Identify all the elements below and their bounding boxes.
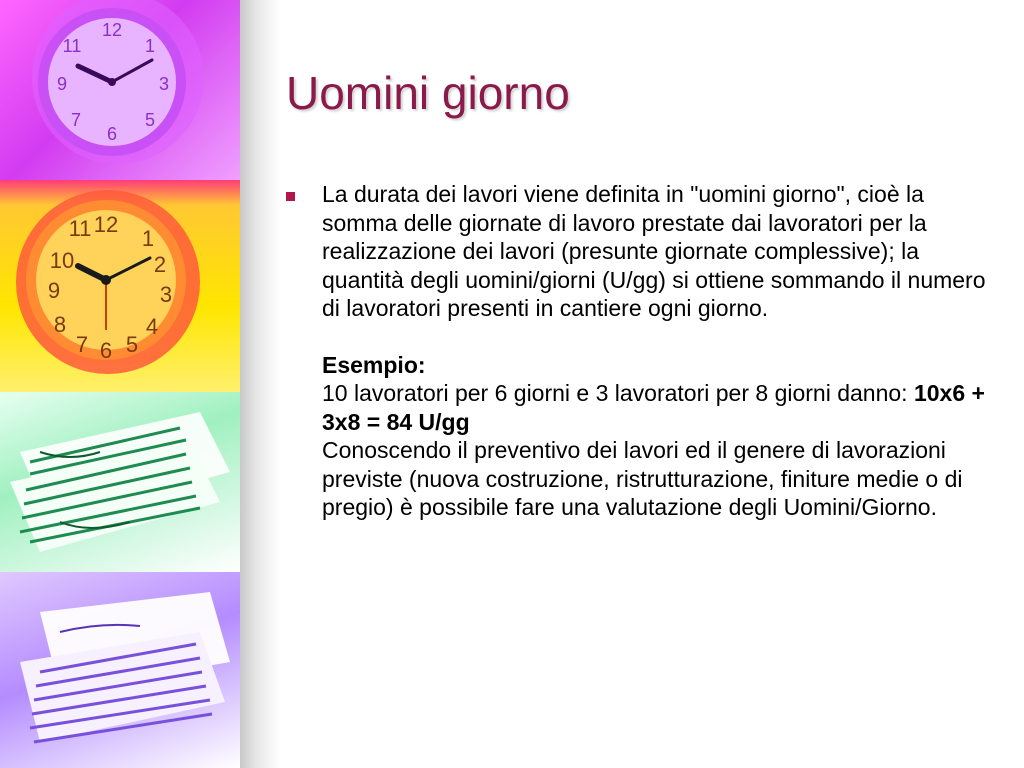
svg-text:1: 1 bbox=[141, 226, 155, 251]
svg-text:5: 5 bbox=[125, 332, 139, 357]
conclusion-paragraph: Conoscendo il preventivo dei lavori ed il genere di lavorazioni previste (nuova costruzione, ristrutturazione, finiture medie o di pregio) è possibile fare una valutazione degli Uomini/Giorno. bbox=[322, 437, 963, 520]
slide-title: Uomini giorno bbox=[286, 67, 570, 119]
paragraph-gap bbox=[322, 323, 986, 351]
svg-text:10: 10 bbox=[49, 248, 75, 273]
example-result: 10x6 + 3x8 = 84 U/gg bbox=[322, 380, 985, 435]
svg-text:7: 7 bbox=[75, 332, 89, 357]
svg-text:9: 9 bbox=[56, 74, 68, 94]
slide-body bbox=[286, 180, 986, 522]
svg-text:1: 1 bbox=[144, 36, 156, 56]
bullet-square-icon bbox=[286, 192, 295, 201]
violet-books-image bbox=[0, 572, 240, 768]
svg-text:11: 11 bbox=[62, 36, 82, 56]
svg-text:5: 5 bbox=[144, 110, 156, 130]
svg-text:11: 11 bbox=[68, 216, 92, 241]
side-strip-shadow bbox=[240, 0, 280, 768]
decorative-side-strip bbox=[0, 0, 240, 768]
purple-clock-image bbox=[0, 0, 240, 180]
example-label: Esempio: bbox=[322, 351, 426, 378]
svg-text:2: 2 bbox=[153, 252, 167, 277]
svg-text:7: 7 bbox=[70, 110, 82, 130]
svg-text:6: 6 bbox=[106, 124, 118, 144]
green-books-image bbox=[0, 392, 240, 572]
svg-text:12: 12 bbox=[93, 212, 119, 237]
example-text: 10 lavoratori per 6 giorni e 3 lavoratori per 8 giorni danno: bbox=[322, 380, 914, 406]
svg-text:6: 6 bbox=[99, 338, 113, 363]
svg-text:4: 4 bbox=[145, 314, 159, 339]
bullet-text bbox=[322, 180, 986, 522]
example-line bbox=[322, 379, 986, 436]
svg-text:12: 12 bbox=[101, 20, 123, 40]
svg-text:8: 8 bbox=[53, 312, 67, 337]
svg-text:3: 3 bbox=[158, 74, 170, 94]
yellow-clock-image bbox=[0, 180, 240, 392]
definition-paragraph: La durata dei lavori viene definita in "uomini giorno", cioè la somma delle giornate di lavoro prestate dai lavoratori per la realizzazione dei lavori (presunte giornate complessive); la quantità degli uomini/giorni (U/gg) si ottiene sommando il numero di lavoratori presenti in cantiere ogni giorno. bbox=[322, 181, 986, 321]
svg-text:3: 3 bbox=[159, 282, 173, 307]
svg-text:9: 9 bbox=[47, 278, 61, 303]
